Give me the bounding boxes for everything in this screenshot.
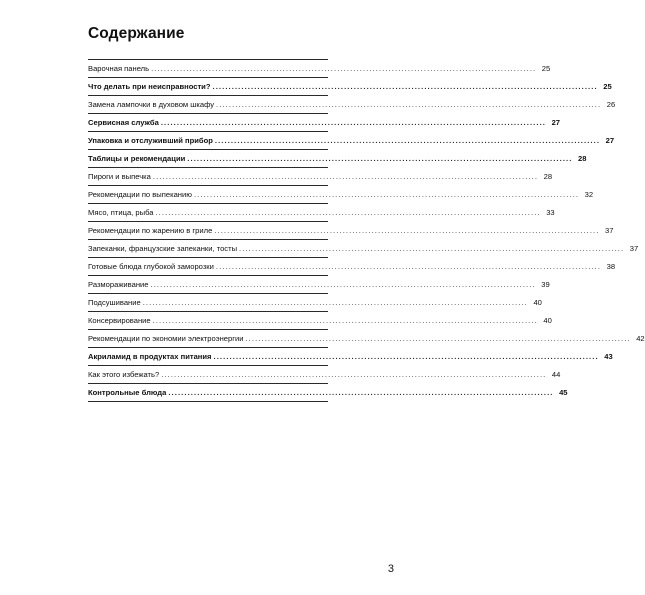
toc-entry-page: 38	[606, 262, 616, 271]
dot-leader: ........................................................................................................................	[239, 244, 625, 253]
toc-entry-page: 44	[551, 370, 561, 379]
toc-row[interactable]	[88, 276, 550, 294]
toc-entry-title: Запеканки, французские запеканки, тосты	[88, 244, 238, 253]
dot-leader: ........................................................................................................................	[193, 190, 580, 199]
dot-leader: ........................................................................................................................	[214, 226, 600, 235]
toc-entry-title: Что делать при неисправности?	[88, 82, 211, 91]
dot-leader: ........................................................................................................................	[213, 352, 599, 361]
toc-entry-title: Замена лампочки в духовом шкафу	[88, 100, 215, 109]
toc-entry-page: 27	[551, 118, 561, 127]
toc-entry-title: Мясо, птица, рыба	[88, 208, 154, 217]
toc-row[interactable]	[88, 312, 552, 330]
dot-leader: ........................................................................................................................	[245, 334, 631, 343]
toc-row[interactable]	[88, 384, 568, 402]
toc-entry-title: Размораживание	[88, 280, 149, 289]
toc-entry-title: Варочная панель	[88, 64, 150, 73]
dot-leader: ........................................................................................................................	[187, 154, 573, 163]
toc-entry-page: 32	[584, 190, 594, 199]
toc-entry-page: 25	[541, 64, 551, 73]
dot-leader: ........................................................................................................................	[214, 136, 601, 145]
dot-leader: ........................................................................................................................	[215, 262, 602, 271]
toc-entry-title: Пироги и выпечка	[88, 172, 151, 181]
toc-entry-page: 26	[606, 100, 616, 109]
toc-entry-page: 45	[559, 388, 568, 397]
toc-entry-page: 40	[533, 298, 542, 307]
toc-row[interactable]	[88, 186, 594, 204]
toc-entry-title: Рекомендации по экономии электроэнергии	[88, 334, 244, 343]
toc-entry-page: 42	[636, 334, 645, 343]
toc-row[interactable]	[88, 150, 587, 168]
toc-entry-page: 43	[604, 352, 613, 361]
toc-row[interactable]	[88, 78, 612, 96]
toc-entry-title: Контрольные блюда	[88, 388, 167, 397]
toc-entry-page: 37	[605, 226, 614, 235]
toc-entry-title: Сервисная служба	[88, 118, 159, 127]
dot-leader: ........................................................................................................................	[212, 82, 598, 91]
toc-entry-title: Рекомендации по жарению в гриле	[88, 226, 213, 235]
toc-row[interactable]	[88, 294, 542, 312]
toc-row[interactable]	[88, 348, 613, 366]
toc-row[interactable]	[88, 168, 553, 186]
toc-row[interactable]	[88, 258, 616, 276]
toc-entry-title: Консервирование	[88, 316, 151, 325]
toc-entry-title: Подсушивание	[88, 298, 141, 307]
table-of-contents	[88, 59, 645, 402]
page-number: 3	[387, 563, 394, 575]
toc-row[interactable]	[88, 114, 561, 132]
toc-entry-title: Упаковка и отслуживший прибор	[88, 136, 213, 145]
dot-leader: ........................................................................................................................	[216, 100, 602, 109]
page-title: Содержание	[88, 25, 185, 42]
dot-leader: ........................................................................................................................	[168, 388, 554, 397]
toc-entry-page: 40	[543, 316, 552, 325]
dot-leader: ........................................................................................................................	[152, 172, 539, 181]
toc-row[interactable]	[88, 366, 561, 384]
toc-row[interactable]	[88, 330, 645, 348]
toc-entry-page: 33	[546, 208, 555, 217]
toc-entry-page: 37	[629, 244, 639, 253]
dot-leader: ........................................................................................................................	[161, 370, 547, 379]
toc-row[interactable]	[88, 240, 639, 258]
toc-row[interactable]	[88, 204, 555, 222]
toc-entry-page: 25	[603, 82, 612, 91]
dot-leader: ........................................................................................................................	[150, 280, 536, 289]
toc-entry-title: Как этого избежать?	[88, 370, 160, 379]
dot-leader: ........................................................................................................................	[155, 208, 541, 217]
dot-leader: ........................................................................................................................	[151, 64, 537, 73]
toc-entry-page: 27	[605, 136, 615, 145]
toc-row[interactable]	[88, 132, 615, 150]
toc-row[interactable]	[88, 96, 616, 114]
toc-entry-title: Готовые блюда глубокой заморозки	[88, 262, 214, 271]
dot-leader: ........................................................................................................................	[142, 298, 528, 307]
toc-entry-page: 39	[541, 280, 550, 289]
dot-leader: ........................................................................................................................	[152, 316, 538, 325]
dot-leader: ........................................................................................................................	[160, 118, 547, 127]
toc-entry-page: 28	[578, 154, 587, 163]
toc-entry-title: Акриламид в продуктах питания	[88, 352, 212, 361]
toc-entry-title: Таблицы и рекомендации	[88, 154, 186, 163]
toc-row[interactable]	[88, 222, 614, 240]
toc-row[interactable]	[88, 60, 551, 78]
toc-entry-page: 28	[543, 172, 553, 181]
toc-entry-title: Рекомендации по выпеканию	[88, 190, 192, 199]
